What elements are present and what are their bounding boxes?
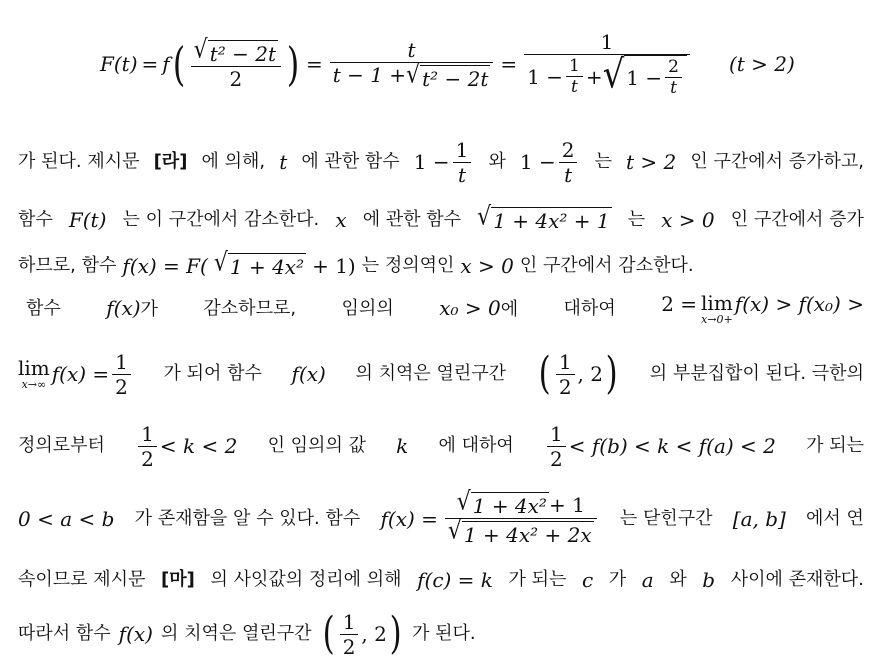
text-line-2: 함수 F(t) 는 이 구간에서 감소한다. x 에 관한 함수 √ 1 + 4x² + 1 는 x > 0 인 구간에서 증가 bbox=[18, 202, 864, 233]
text-line-1: 가 된다. 제시문 [라] 에 의해, t 에 관한 함수 1 − $\frac{1}{t}$ 와 1 − $\frac{2}{t}$ 는 t > 2 인 구간에서 증가하고, bbox=[18, 137, 864, 187]
text-line-3: 하므로, 함수 f(x) = F( √ 1 + 4x² + 1) 는 정의역인 x > 0 인 구간에서 감소한다. bbox=[18, 248, 694, 279]
eq-f: f bbox=[162, 52, 170, 76]
reference-ma: [마] bbox=[161, 569, 195, 590]
eq-lhs: F(t) bbox=[100, 52, 138, 76]
text-line-9: 따라서 함수 f(x) 의 치역은 열린구간 ( $\frac{1}{2}$ , 2 ) 가 된다. bbox=[18, 608, 476, 659]
text-line-7: 0 < a < b 가 존재함을 알 수 있다. 함수 f(x) = √ 1 + 4x² + 1 √ 1 + 4x² + 2x 는 닫힌구간 [a, b] 에서 연 bbox=[18, 487, 864, 547]
eq-condition: (t > 2) bbox=[728, 52, 795, 76]
display-equation: F(t) = f ( √ t² − 2t 2 ) = t t − 1 + √ t² − 2t = 1 1 − $\frac{1}{t}$ + √ 1 − $\frac{2}{t}$ (t > 2) bbox=[100, 30, 795, 98]
eq-frac-3: 1 1 − $\frac{1}{t}$ + √ 1 − $\frac{2}{t}$ bbox=[524, 30, 690, 98]
eq-frac-1: √ t² − 2t 2 bbox=[191, 38, 281, 91]
text-line-8: 속이므로 제시문 [마] 의 사잇값의 정리에 의해 f(c) = k 가 되는 c 가 a 와 b 사이에 존재한다. bbox=[18, 568, 864, 592]
reference-ra: [라] bbox=[153, 151, 188, 172]
eq-frac-2: t t − 1 + √ t² − 2t bbox=[330, 38, 494, 91]
text-line-4: 함수 f(x)가 감소하므로, 임의의 x₀ > 0에 대하여 2 = lim x→0+ f(x) > f(x₀) > bbox=[26, 291, 864, 326]
text-line-5: lim x→∞ f(x) = $\frac{1}{2}$ 가 되어 함수 f(x) 의 치역은 열린구간 ( $\frac{1}{2}$ , 2 ) 의 부분집합이 된다. 극한의 bbox=[18, 348, 864, 399]
text-line-6: 정의로부터 $\frac{1}{2}$ < k < 2 인 임의의 값 k 에 대하여 $\frac{1}{2}$ < f(b) < k < f(a) < 2 가 되는 bbox=[18, 421, 864, 471]
left-paren: ( bbox=[172, 37, 185, 91]
right-paren: ) bbox=[286, 37, 300, 91]
